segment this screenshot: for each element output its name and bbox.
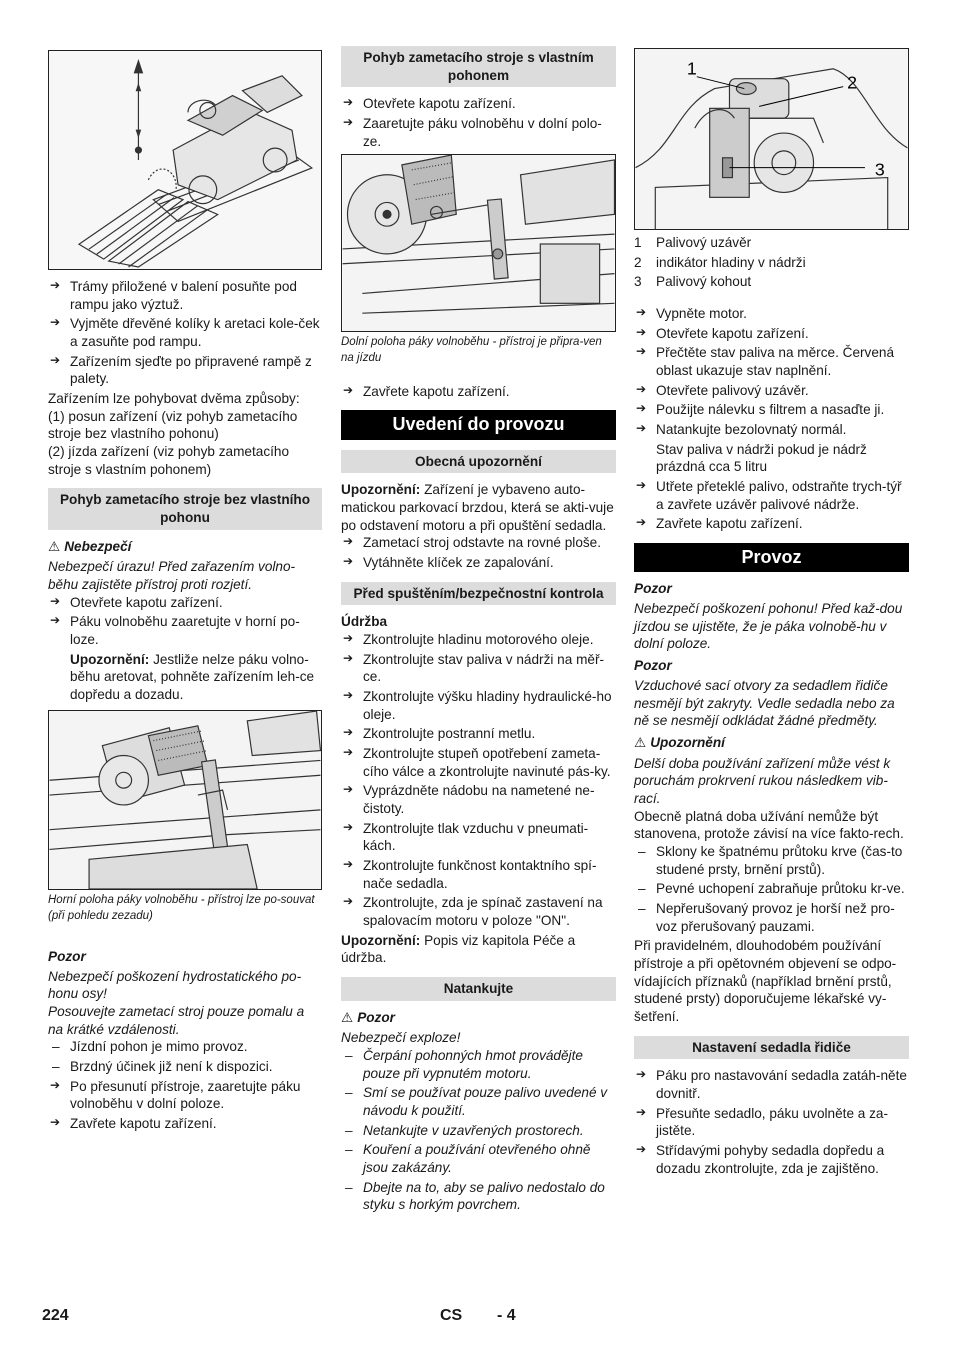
refuel-warning-text: Nebezpečí exploze! — [341, 1030, 461, 1046]
legend-item-1: 1 Palivový uzávěr — [634, 235, 752, 250]
warning-triangle-icon: ⚠ — [341, 1009, 354, 1026]
push-section-header: Pohyb zametacího stroje bez vlastního pohonu — [48, 488, 322, 529]
refuel-dash-2: – Smí se používat pouze palivo uvedené v návodu k použití. — [341, 1084, 616, 1119]
way-1: (1) posun zařízení (viz pohyb zametacího stroje bez vlastního pohonu) — [48, 408, 298, 442]
op-paragraph-2: Při pravidelném, dlouhodobém používání přístroje a při opětovném objevení se odpo-vídajících příznaků (například brnění prstů, studené prsty) doporučujeme lékařské vy-šetření. — [634, 938, 897, 1024]
warning-triangle-icon: ⚠ — [634, 734, 647, 751]
figure-fuel-tank — [634, 48, 909, 230]
ramp-step-1: ➔ Trámy přiložené v balení posuňte pod rampu jako výztuž. — [48, 278, 322, 313]
figure-sweeper-on-pallet — [48, 50, 322, 270]
column-3 — [634, 44, 909, 1179]
maintenance-step-8: ➔ Zkontrolujte funkčnost kontaktního spí-nače sedadla. — [341, 857, 616, 892]
way-2: (2) jízda zařízení (viz pohyb zametacího stroje s vlastním pohonem) — [48, 444, 290, 477]
op-caution-1-text: Nebezpečí poškození pohonu! Před kaž-dou jízdou se ujistěte, že je páka volnobě-hu v dolní poloze. — [634, 601, 903, 652]
sweeper-pallet-illustration — [49, 51, 321, 269]
ways-intro: Zařízením lze pohybovat dvěma způsoby: — [48, 391, 300, 407]
danger-title: ⚠ Nebezpečí — [48, 538, 132, 555]
maintenance-step-9: ➔ Zkontrolujte, zda je spínač zastavení na spalovacím motoru v poloze "ON". — [341, 894, 616, 929]
op-note-text: Delší doba používání zařízení může vést k poruchám prokrvení rukou následkem vib-rací. — [634, 755, 891, 806]
op-dash-1: – Sklony ke špatnému průtoku krve (čas-to studené prsty, brnění prstů). — [634, 843, 909, 878]
refuel-header: Natankujte — [341, 977, 616, 1001]
op-note-title: ⚠ Upozornění — [634, 734, 725, 751]
fuel-step-7: ➔ Utřete přeteklé palivo, odstraňte trych-týř a zavřete uzávěr palivové nádrže. — [634, 478, 909, 513]
legend-item-3: 3 Palivový kohout — [634, 274, 752, 290]
op-caution-1-title: Pozor — [634, 581, 672, 597]
general-step-2: ➔ Vytáhněte klíček ze zapalování. — [341, 554, 616, 572]
figure-label-1: 1 — [686, 58, 697, 79]
caution-text-2: Posouvejte zametací stroj pouze pomalu a na krátké vzdálenosti. — [48, 1003, 305, 1037]
op-caution-2-text: Vzduchové sací otvory za sedadlem řidiče nesmějí být zakryty. Vedle sedadla nebo za ně se nesmějí odkládat žádné předměty. — [634, 677, 895, 729]
fuel-indent-note: Stav paliva v nádrži pokud je nádrž prázdná cca 5 litru — [656, 441, 867, 475]
maintenance-step-2: ➔ Zkontrolujte stav paliva v nádrži na měř-ce. — [341, 651, 616, 686]
maintenance-step-5: ➔ Zkontrolujte stupeň opotřebení zameta-cího válce a zkontrolujte navinuté pás-ky. — [341, 745, 616, 780]
maintenance-step-4: ➔ Zkontrolujte postranní metlu. — [341, 725, 616, 743]
seat-step-2: ➔ Přesuňte sedadlo, páku uvolněte a za-jistěte. — [634, 1105, 909, 1140]
op-dash-2: – Pevné uchopení zabraňuje průtoku kr-ve. — [634, 880, 909, 898]
legend-item-2: 2 indikátor hladiny v nádrži — [634, 254, 806, 270]
operation-header: Provoz — [634, 543, 909, 572]
seat-step-1: ➔ Páku pro nastavování sedadla zatáh-něte dovnitř. — [634, 1067, 909, 1102]
op-dash-3: – Nepřerušovaný provoz je horší než pro-voz přerušovaný pauzami. — [634, 900, 909, 935]
figure-label-3: 3 — [874, 159, 885, 180]
refuel-dash-1: – Čerpání pohonných hmot provádějte pouze při vypnutém motoru. — [341, 1047, 616, 1082]
fuel-step-4: ➔ Otevřete palivový uzávěr. — [634, 382, 909, 400]
ramp-step-2: ➔ Vyjměte dřevěné kolíky k aretaci kole-ček a zasuňte pod rampu. — [48, 315, 322, 350]
figure-label-2: 2 — [847, 72, 858, 93]
maintenance-step-3: ➔ Zkontrolujte výšku hladiny hydraulické-ho oleje. — [341, 688, 616, 723]
figure-lever-lower — [341, 154, 616, 332]
language-code: CS — [440, 1307, 463, 1324]
after-step-2: ➔ Zavřete kapotu zařízení. — [48, 1115, 322, 1133]
maintenance-step-1: ➔ Zkontrolujte hladinu motorového oleje. — [341, 631, 616, 649]
after-step-1: ➔ Po přesunutí přístroje, zaaretujte páku volnoběhu v dolní poloze. — [48, 1078, 322, 1113]
section-number: - 4 — [497, 1307, 516, 1324]
figure-lever-upper — [48, 710, 322, 890]
caution-title: Pozor — [48, 948, 86, 964]
fuel-step-1: ➔ Vypněte motor. — [634, 305, 909, 323]
column-1 — [48, 44, 322, 1135]
drive-step-2: ➔ Zaaretujte páku volnoběhu v dolní polo-ze. — [341, 115, 616, 150]
maintenance-label: Údržba — [341, 614, 388, 630]
op-caution-2-title: Pozor — [634, 658, 672, 674]
drive-section-header: Pohyb zametacího stroje s vlastním pohonem — [341, 46, 616, 87]
page-number: 224 — [42, 1307, 69, 1324]
fuel-step-5: ➔ Použijte nálevku s filtrem a nasaďte ji. — [634, 401, 909, 419]
refuel-dash-3: – Netankujte v uzavřených prostorech. — [341, 1122, 616, 1140]
general-step-1: ➔ Zametací stroj odstavte na rovné ploše. — [341, 534, 616, 552]
refuel-warning-title: ⚠ Pozor — [341, 1009, 395, 1026]
drive-close-step: ➔ Zavřete kapotu zařízení. — [341, 383, 616, 401]
op-paragraph-1: Obecně platná doba užívání nemůže být stanovena, protože závisí na více fakto-rech. — [634, 808, 904, 842]
drive-step-1: ➔ Otevřete kapotu zařízení. — [341, 95, 616, 113]
push-step-1: ➔ Otevřete kapotu zařízení. — [48, 594, 322, 612]
seat-header: Nastavení sedadla řidiče — [634, 1036, 909, 1060]
ramp-step-3: ➔ Zařízením sjeďte po připravené rampě z palety. — [48, 353, 322, 388]
fuel-step-8: ➔ Zavřete kapotu zařízení. — [634, 515, 909, 533]
danger-text: Nebezpečí úrazu! Před zařazením volno-běhu zajistěte přístroj proti rozjetí. — [48, 559, 296, 593]
figure-3-caption: Dolní poloha páky volnoběhu - přístroj je připra-ven na jízdu — [341, 336, 602, 365]
startup-header: Uvedení do provozu — [341, 410, 616, 439]
seat-step-3: ➔ Střídavými pohyby sedadla dopředu a dozadu zkontrolujte, zda je zajištěno. — [634, 1142, 909, 1177]
lever-lower-illustration — [342, 155, 615, 331]
maintenance-step-7: ➔ Zkontrolujte tlak vzduchu v pneumati-kách. — [341, 820, 616, 855]
maintenance-note: Upozornění: Popis viz kapitola Péče a údržba. — [341, 932, 576, 966]
general-note: Upozornění: Zařízení je vybaveno auto-matickou parkovací brzdou, která se akti-vuje po odstavení motoru a při opuštění sedadla. — [341, 482, 614, 533]
refuel-dash-5: – Dbejte na to, aby se palivo nedostalo do styku s horkým povrchem. — [341, 1179, 616, 1214]
push-note: Upozornění: Jestliže nelze páku volno-běhu aretovat, pohněte zařízením leh-ce dopředu a dozadu. — [70, 651, 315, 703]
fuel-step-3: ➔ Přečtěte stav paliva na měrce. Červená oblast ukazuje stav naplnění. — [634, 344, 909, 379]
caution-dash-2: – Brzdný účinek již není k dispozici. — [48, 1058, 322, 1076]
fuel-tank-illustration — [635, 49, 908, 229]
fuel-step-2: ➔ Otevřete kapotu zařízení. — [634, 325, 909, 343]
figure-2-caption: Horní poloha páky volnoběhu - přístroj lze po-souvat (při pohledu zezadu) — [48, 893, 315, 922]
maintenance-step-6: ➔ Vyprázdněte nádobu na nametené ne-čistoty. — [341, 782, 616, 817]
caution-text-1: Nebezpečí poškození hydrostatického po-honu osy! — [48, 968, 302, 1002]
caution-dash-1: – Jízdní pohon je mimo provoz. — [48, 1038, 322, 1056]
refuel-dash-4: – Kouření a používání otevřeného ohně jsou zakázány. — [341, 1141, 616, 1176]
lever-upper-illustration — [49, 711, 321, 889]
column-2 — [341, 44, 616, 1216]
push-step-2: ➔ Páku volnoběhu zaaretujte v horní po-loze. — [48, 613, 322, 648]
general-notes-header: Obecná upozornění — [341, 450, 616, 474]
warning-triangle-icon: ⚠ — [48, 538, 61, 555]
fuel-step-6: ➔ Natankujte bezolovnatý normál. — [634, 421, 909, 439]
check-header: Před spuštěním/bezpečnostní kontrola — [341, 582, 616, 606]
